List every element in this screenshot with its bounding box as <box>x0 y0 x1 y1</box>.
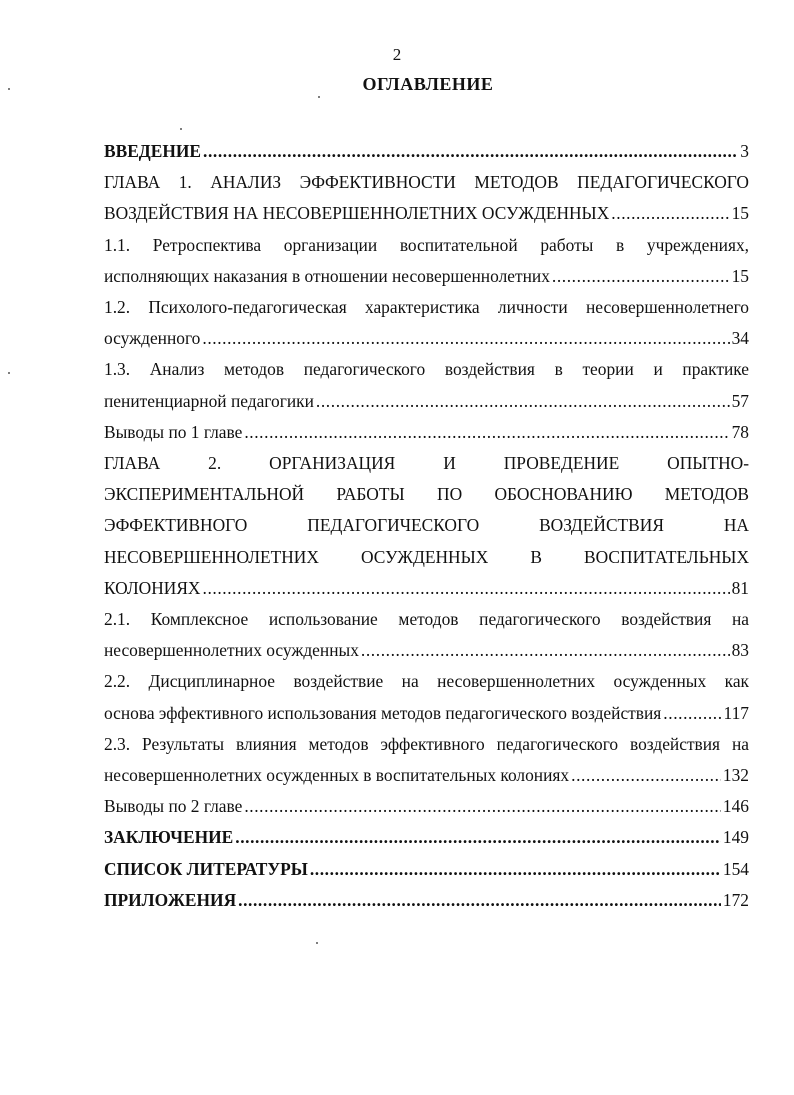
page-number: 2 <box>392 45 402 64</box>
toc-entry-last-line <box>104 635 749 666</box>
toc-entry-title: несовершеннолетних осужденных <box>104 640 359 661</box>
toc-entry-line: 1.1. Ретроспектива организации воспитательной работы в учреждениях, <box>104 234 749 255</box>
dot-leader <box>235 822 721 853</box>
dot-leader <box>552 261 730 292</box>
toc-entry-page: 146 <box>722 796 749 817</box>
scan-speck <box>318 96 320 98</box>
toc-entry-page: 81 <box>731 577 749 598</box>
toc-entry-line: ЭФФЕКТИВНОГО ПЕДАГОГИЧЕСКОГО ВОЗДЕЙСТВИЯ НА <box>104 515 749 536</box>
toc-entry-page: 149 <box>722 827 749 848</box>
toc-entry-line: НЕСОВЕРШЕННОЛЕТНИХ ОСУЖДЕННЫХ В ВОСПИТАТЕЛЬНЫХ <box>104 546 749 567</box>
toc-entry-title: осужденного <box>104 328 201 349</box>
toc-entry-line: 2.2. Дисциплинарное воздействие на несовершеннолетних осужденных как <box>104 671 749 692</box>
toc-entry-last-line <box>104 760 749 791</box>
toc-entry-page: 117 <box>723 702 749 723</box>
toc-entry-line: 1.2. Психолого-педагогическая характеристика личности несовершеннолетнего <box>104 297 749 318</box>
toc-entry-page: 34 <box>731 328 749 349</box>
toc-entry-last-line <box>104 386 749 417</box>
toc-entry-last-line <box>104 791 749 822</box>
scan-speck <box>180 128 182 130</box>
toc-entry-section-1-2 <box>104 292 749 354</box>
toc-entry-last-line <box>104 417 749 448</box>
dot-leader <box>203 136 738 167</box>
dot-leader <box>310 854 721 885</box>
toc-entry-last-line <box>104 885 749 916</box>
toc-entry-page: 15 <box>731 203 749 224</box>
toc-entry-page: 15 <box>731 265 749 286</box>
toc-entry-page: 57 <box>731 390 749 411</box>
dot-leader <box>361 635 730 666</box>
scan-speck <box>8 372 10 374</box>
toc-entry-bibliography <box>104 854 749 885</box>
toc-entry-section-2-3 <box>104 729 749 791</box>
toc-entry-line: 2.1. Комплексное использование методов педагогического воздействия на <box>104 609 749 630</box>
toc-entry-section-2-1 <box>104 604 749 666</box>
toc-entry-title: Выводы по 2 главе <box>104 796 243 817</box>
toc-entry-section-1-1 <box>104 230 749 292</box>
dot-leader <box>244 791 721 822</box>
dot-leader <box>203 573 730 604</box>
toc-entry-line: ЭКСПЕРИМЕНТАЛЬНОЙ РАБОТЫ ПО ОБОСНОВАНИЮ МЕТОДОВ <box>104 484 749 505</box>
toc-entry-title: ЗАКЛЮЧЕНИЕ <box>104 827 234 848</box>
toc-entry-line: 1.3. Анализ методов педагогического воздействия в теории и практике <box>104 359 749 380</box>
toc-entry-title: исполняющих наказания в отношении несовершеннолетних <box>104 265 550 286</box>
toc-entry-conclusion <box>104 822 749 853</box>
toc-entry-page: 172 <box>722 889 749 910</box>
toc-entry-chapter-2 <box>104 448 749 604</box>
toc-entry-title: ВОЗДЕЙСТВИЯ НА НЕСОВЕРШЕННОЛЕТНИХ ОСУЖДЕННЫХ <box>104 203 610 224</box>
toc-entry-line: ГЛАВА 1. АНАЛИЗ ЭФФЕКТИВНОСТИ МЕТОДОВ ПЕДАГОГИЧЕСКОГО <box>104 172 749 193</box>
toc-entry-title: несовершеннолетних осужденных в воспитательных колониях <box>104 765 570 786</box>
toc-entry-last-line <box>104 198 749 229</box>
toc-entry-title: Выводы по 1 главе <box>104 421 243 442</box>
toc-entry-chapter-1 <box>104 167 749 229</box>
toc-entry-last-line <box>104 822 749 853</box>
toc-entry-title: СПИСОК ЛИТЕРАТУРЫ <box>104 858 308 879</box>
toc-entry-last-line <box>104 573 749 604</box>
toc-entry-line: ГЛАВА 2. ОРГАНИЗАЦИЯ И ПРОВЕДЕНИЕ ОПЫТНО- <box>104 453 749 474</box>
toc-entry-page: 154 <box>722 858 749 879</box>
toc-entry-last-line <box>104 323 749 354</box>
dot-leader <box>244 417 729 448</box>
toc-entry-page: 78 <box>731 421 749 442</box>
toc-entry-last-line <box>104 698 749 729</box>
toc-entry-last-line <box>104 261 749 292</box>
toc-entry-last-line <box>104 136 749 167</box>
table-of-contents <box>104 136 749 916</box>
toc-entry-page: 83 <box>731 640 749 661</box>
toc-entry-section-1-3 <box>104 354 749 416</box>
toc-title: ОГЛАВЛЕНИЕ <box>362 74 494 94</box>
dot-leader <box>611 198 729 229</box>
dot-leader <box>202 323 729 354</box>
toc-entry-conclusions-1 <box>104 417 749 448</box>
dot-leader <box>571 760 721 791</box>
toc-entry-title: ПРИЛОЖЕНИЯ <box>104 889 237 910</box>
toc-entry-title: пенитенциарной педагогики <box>104 390 314 411</box>
toc-entry-page: 132 <box>722 765 749 786</box>
scan-speck <box>8 88 10 90</box>
toc-entry-intro <box>104 136 749 167</box>
scan-speck <box>316 942 318 944</box>
toc-entry-section-2-2 <box>104 666 749 728</box>
dot-leader <box>238 885 721 916</box>
toc-entry-line: 2.3. Результаты влияния методов эффективного педагогического воздействия на <box>104 733 749 754</box>
toc-entry-page: 3 <box>740 141 749 161</box>
toc-entry-title: основа эффективного использования методов педагогического воздействия <box>104 702 662 723</box>
dot-leader <box>316 386 730 417</box>
toc-entry-title: ВВЕДЕНИЕ <box>104 141 202 161</box>
toc-entry-appendices <box>104 885 749 916</box>
dot-leader <box>663 698 721 729</box>
toc-entry-last-line <box>104 854 749 885</box>
toc-entry-conclusions-2 <box>104 791 749 822</box>
toc-entry-title: КОЛОНИЯХ <box>104 577 201 598</box>
